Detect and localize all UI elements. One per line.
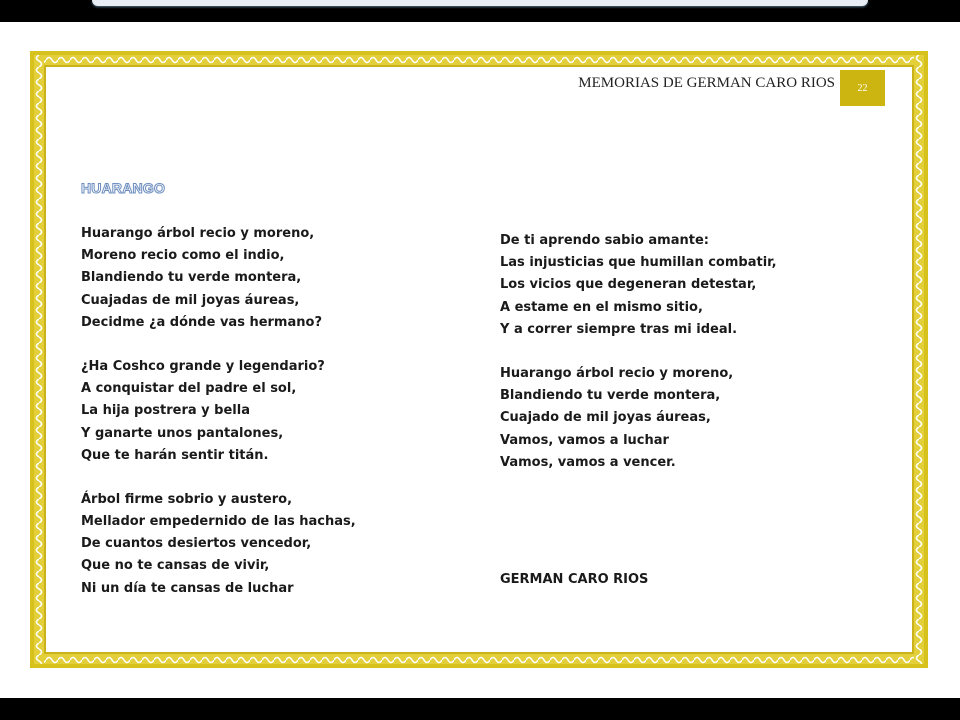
verse-line: De cuantos desiertos vencedor,: [81, 536, 312, 552]
stanza-gap: [500, 341, 777, 363]
verse-line: Las injusticias que humillan combatir,: [500, 255, 777, 271]
verse-line: A estame en el mismo sitio,: [500, 299, 703, 315]
verse-line: A conquistar del padre el sol,: [81, 381, 297, 397]
verse-line: De ti aprendo sabio amante:: [500, 233, 709, 248]
verse-line: Los vicios que degeneran detestar,: [500, 277, 757, 293]
stanza-gap: [81, 334, 356, 356]
verse-line: Que no te cansas de vivir,: [81, 558, 270, 574]
window-top-edge: [92, 0, 868, 6]
verse-line: Y a correr siempre tras mi ideal.: [500, 321, 738, 337]
verse-line: Decidme ¿a dónde vas hermano?: [81, 314, 322, 330]
verse-line: Cuajado de mil joyas áureas,: [500, 410, 711, 426]
poem-title: HUARANGO: [81, 180, 166, 196]
stanza-gap: [81, 467, 356, 489]
verse-line: La hija postrera y bella: [81, 403, 250, 419]
verse-line: Vamos, vamos a luchar: [500, 432, 669, 448]
verse-line: Huarango árbol recio y moreno,: [500, 365, 734, 381]
verse-line: ¿Ha Coshco grande y legendario?: [81, 358, 325, 374]
author-signature: GERMAN CARO RIOS: [500, 572, 649, 587]
verse-line: Blandiendo tu verde montera,: [500, 388, 721, 404]
page-number-badge: 22: [840, 70, 885, 106]
right-column: [500, 230, 777, 474]
verse-line: Y ganarte unos pantalones,: [81, 425, 284, 441]
verse-line: Blandiendo tu verde montera,: [81, 270, 302, 286]
running-header-title: MEMORIAS DE GERMAN CARO RIOS: [578, 75, 835, 91]
verse-line: Ni un día te cansas de luchar: [81, 580, 294, 596]
verse-line: Cuajadas de mil joyas áureas,: [81, 292, 300, 308]
verse-line: Moreno recio como el indio,: [81, 248, 285, 264]
verse-line: Árbol firme sobrio y austero,: [81, 491, 293, 507]
verse-line: Mellador empedernido de las hachas,: [81, 514, 356, 530]
verse-line: Huarango árbol recio y moreno,: [81, 226, 315, 241]
left-column: [81, 223, 356, 600]
verse-line: Que te harán sentir titán.: [81, 447, 269, 463]
bottom-black-strip: [0, 698, 960, 720]
verse-line: Vamos, vamos a vencer.: [500, 454, 676, 470]
